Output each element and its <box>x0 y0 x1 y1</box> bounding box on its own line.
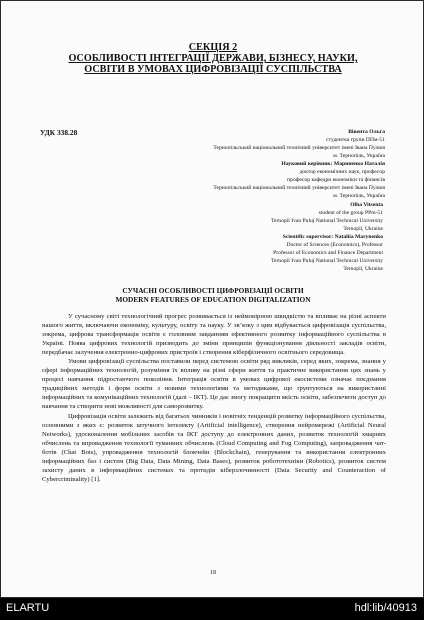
article-body <box>42 312 386 484</box>
article-title-en: MODERN FEATURES OF EDUCATION DIGITALIZATION <box>115 295 311 304</box>
paragraph: У сучасному світі технологічний прогрес розвивається із неймовірною швидкістю та впливає на різні аспекти нашого життя, включаючи економіку, культуру, освіту та науку. У зв’язку з цим відбувається цифровізація суспільства, зокрема, цифрова трансформація освіти є головним завданням ефективного розвитку інформаційного суспільства в Україні. Поява цифрових технологій призводить до зміни принципів функціонування діяльності закладів освіти, передбачає залучення електронно-цифрових пристроїв і створення кіберфізичного освітнього середовища. <box>42 313 386 357</box>
supervisor-position-en: Professor of Economics and Finance Department <box>273 250 383 256</box>
author-status-ua: студентка групи ППм-51 <box>326 137 385 144</box>
paragraph: Цифровізація освіти залежить від багатьох чинників і новітніх тенденцій розвитку інформаційного суспільства, основними з яких є: розвиток штучного інтелекту (Artificial intelligence), створення нейромережі (Artificial Neural Networks), удосконалення мобільних засобів та ІКТ доступу до електронних даних, розвиток технологій хмарних обчислень та впровадження технології туманних обчислень (Cloud Computing and Fog Computing), запровадження чат-ботів (Chat Bots), упровадження технологій блокчейн (Blockchain), генерування та використання електронних інформаційних баз і систем (Big Data, Data Mining, Data Bases), розвиток робототехніки (Robotics), розвиток систем захисту даних в інформаційних системах та протидія кіберзлочинності (Data Security and Counteraction of Cybercriminality) [1]. <box>42 412 386 483</box>
supervisor-university-ua: Тернопільський національний технічний університет імені Івана Пулюя <box>213 185 385 192</box>
supervisor-city-ua: м. Тернопіль, Україна <box>333 193 385 200</box>
author-block-ua <box>213 128 385 200</box>
supervisor-city-en: Ternopil, Ukraine <box>343 266 383 272</box>
supervisor-degree-ua: доктор економічних наук, професор <box>299 169 385 176</box>
article-title-ua: СУЧАСНІ ОСОБЛИВОСТІ ЦИФРОВІЗАЦІЇ ОСВІТИ <box>122 286 304 295</box>
page-number: 18 <box>210 570 216 576</box>
author-block-en <box>271 201 383 273</box>
repository-name: ELARTU <box>6 602 50 614</box>
section-number: СЕКЦІЯ 2 <box>188 42 238 53</box>
author-city-en: Ternopil, Ukraine <box>343 226 383 232</box>
author-university-ua: Тернопільський національний технічний університет імені Івана Пулюя <box>213 145 385 152</box>
author-name-en: Olha Vitsenta <box>350 202 383 208</box>
repository-footer-bar <box>0 598 424 620</box>
section-title-line2: ОСВІТИ В УМОВАХ ЦИФРОВІЗАЦІЇ СУСПІЛЬСТВА <box>84 64 342 75</box>
supervisor-position-ua: професор кафедри економіки та фінансів <box>287 177 385 184</box>
author-name-ua: Вівента Ольга <box>348 129 385 135</box>
supervisor-degree-en: Doctor of Sciences (Economics), Professor <box>286 242 383 248</box>
supervisor-ua: Науковий керівник: Мариненко Наталія <box>281 161 385 168</box>
section-title-line1: ОСОБЛИВОСТІ ІНТЕГРАЦІЇ ДЕРЖАВИ, БІЗНЕСУ, НАУКИ, <box>68 53 358 64</box>
handle-identifier[interactable]: hdl:lib/40913 <box>354 602 417 614</box>
author-status-en: student of the group PPm-51 <box>318 210 383 216</box>
article-titles <box>1 286 424 304</box>
author-city-ua: м. Тернопіль, Україна <box>333 153 385 160</box>
paragraph: Умови цифровізації суспільства поставили перед системою освіти ряд викликів, серед яких, зокрема, знання у сфері інформаційних технологій, розуміння їх впливу на різні сфери життя та практичне використання цих знань у процесі навчання підростаючого покоління. Інтеграція освіти в умовах цифрової екосистеми означає поєднання традиційних методів і форм освіти з новими технологіями та методиками, що ґрунтуються на використанні інформаційних та комунікаційних технологій (далі – ІКТ). Це дає змогу покращити якість освіти, забезпечити доступ до навчання та створити нові можливості для саморозвитку. <box>42 358 386 411</box>
supervisor-en: Scientific supervisor: Nataliia Marynenko <box>282 234 383 240</box>
supervisor-university-en: Ternopil Ivan Puluj National Technical University <box>270 258 383 264</box>
udc-code: УДК 338.28 <box>40 128 78 137</box>
author-university-en: Ternopil Ivan Puluj National Technical University <box>270 218 383 224</box>
